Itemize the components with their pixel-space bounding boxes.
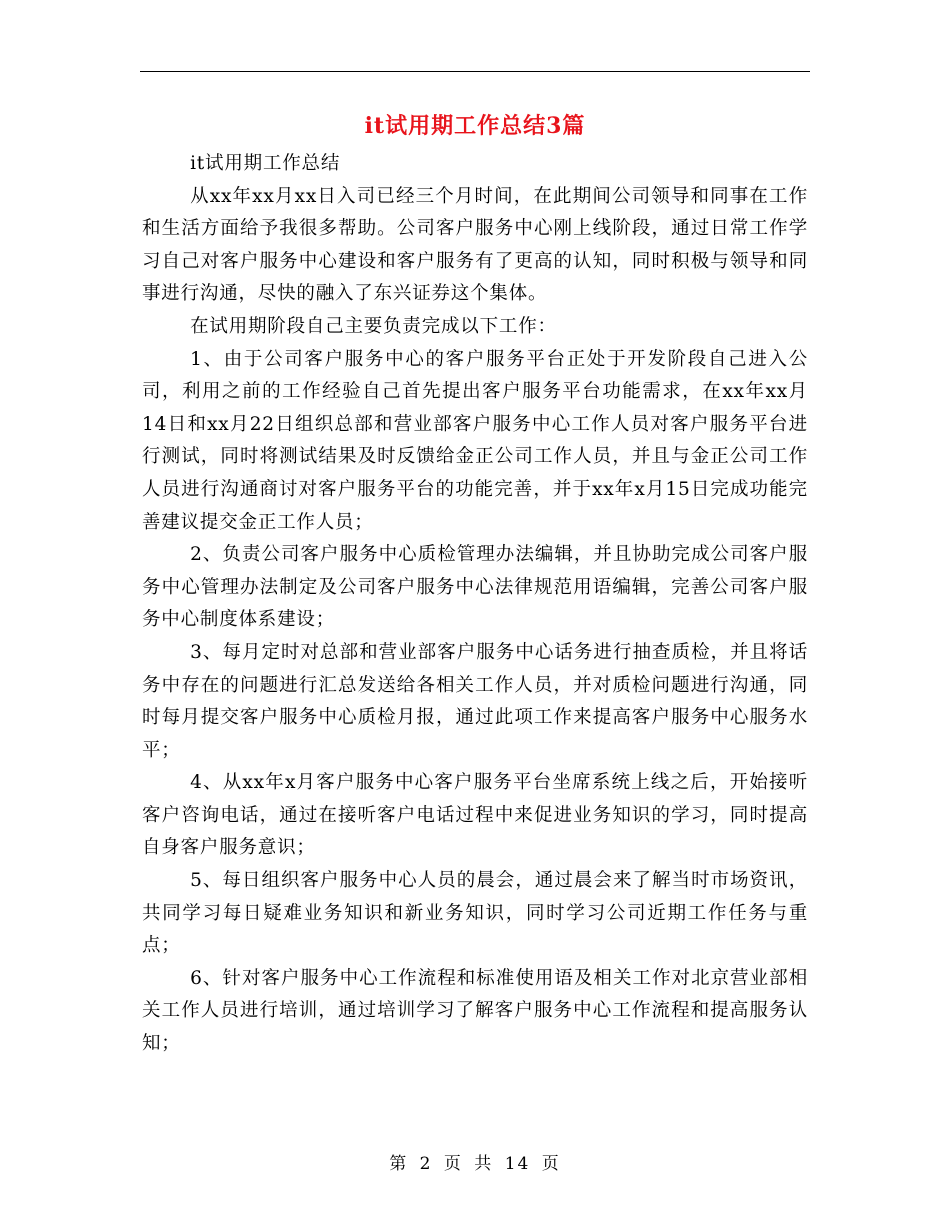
subtitle-paragraph: it试用期工作总结 xyxy=(190,153,341,174)
intro-paragraph: 从xx年xx月xx日入司已经三个月时间，在此期间公司领导和同事在工作和生活方面给予我很多帮助。公司客户服务中心刚上线阶段，通过日常工作学习自己对客户服务中心建设和客户服务有了更高的认知，同时积极与领导和同事进行沟通，尽快的融入了东兴证券这个集体。 xyxy=(142,185,808,305)
task-item-5: 5、每日组织客户服务中心人员的晨会，通过晨会来了解当时市场资讯，共同学习每日疑难业务知识和新业务知识，同时学习公司近期工作任务与重点； xyxy=(142,870,808,957)
task-item-3: 3、每月定时对总部和营业部客户服务中心话务进行抽查质检，并且将话务中存在的问题进行汇总发送给各相关工作人员，并对质检问题进行沟通，同时每月提交客户服务中心质检月报，通过此项工作来提高客户服务中心服务水平； xyxy=(142,641,808,761)
task-item-1: 1、由于公司客户服务中心的客户服务平台正处于开发阶段自己进入公司，利用之前的工作经验自己首先提出客户服务平台功能需求，在xx年xx月14日和xx月22日组织总部和营业部客户服务中心工作人员对客户服务平台进行测试，同时将测试结果及时反馈给金正公司工作人员，并且与金正公司工作人员进行沟通商讨对客户服务平台的功能完善，并于xx年x月15日完成功能完善建议提交金正工作人员； xyxy=(142,348,808,533)
document-title: it试用期工作总结3篇 xyxy=(364,113,586,139)
tasks-heading-paragraph: 在试用期阶段自己主要负责完成以下工作： xyxy=(190,315,557,337)
header-rule xyxy=(140,71,810,72)
document-body xyxy=(142,148,808,1061)
task-item-2: 2、负责公司客户服务中心质检管理办法编辑，并且协助完成公司客户服务中心管理办法制定及公司客户服务中心法律规范用语编辑，完善公司客户服务中心制度体系建设； xyxy=(142,544,808,631)
task-item-6: 6、针对客户服务中心工作流程和标准使用语及相关工作对北京营业部相关工作人员进行培训，通过培训学习了解客户服务中心工作流程和提高服务认知； xyxy=(142,967,808,1055)
page-footer: 第 2 页 共 14 页 xyxy=(389,1154,561,1174)
task-item-4: 4、从xx年x月客户服务中心客户服务平台坐席系统上线之后，开始接听客户咨询电话，通过在接听客户电话过程中来促进业务知识的学习，同时提高自身客户服务意识； xyxy=(142,772,808,859)
